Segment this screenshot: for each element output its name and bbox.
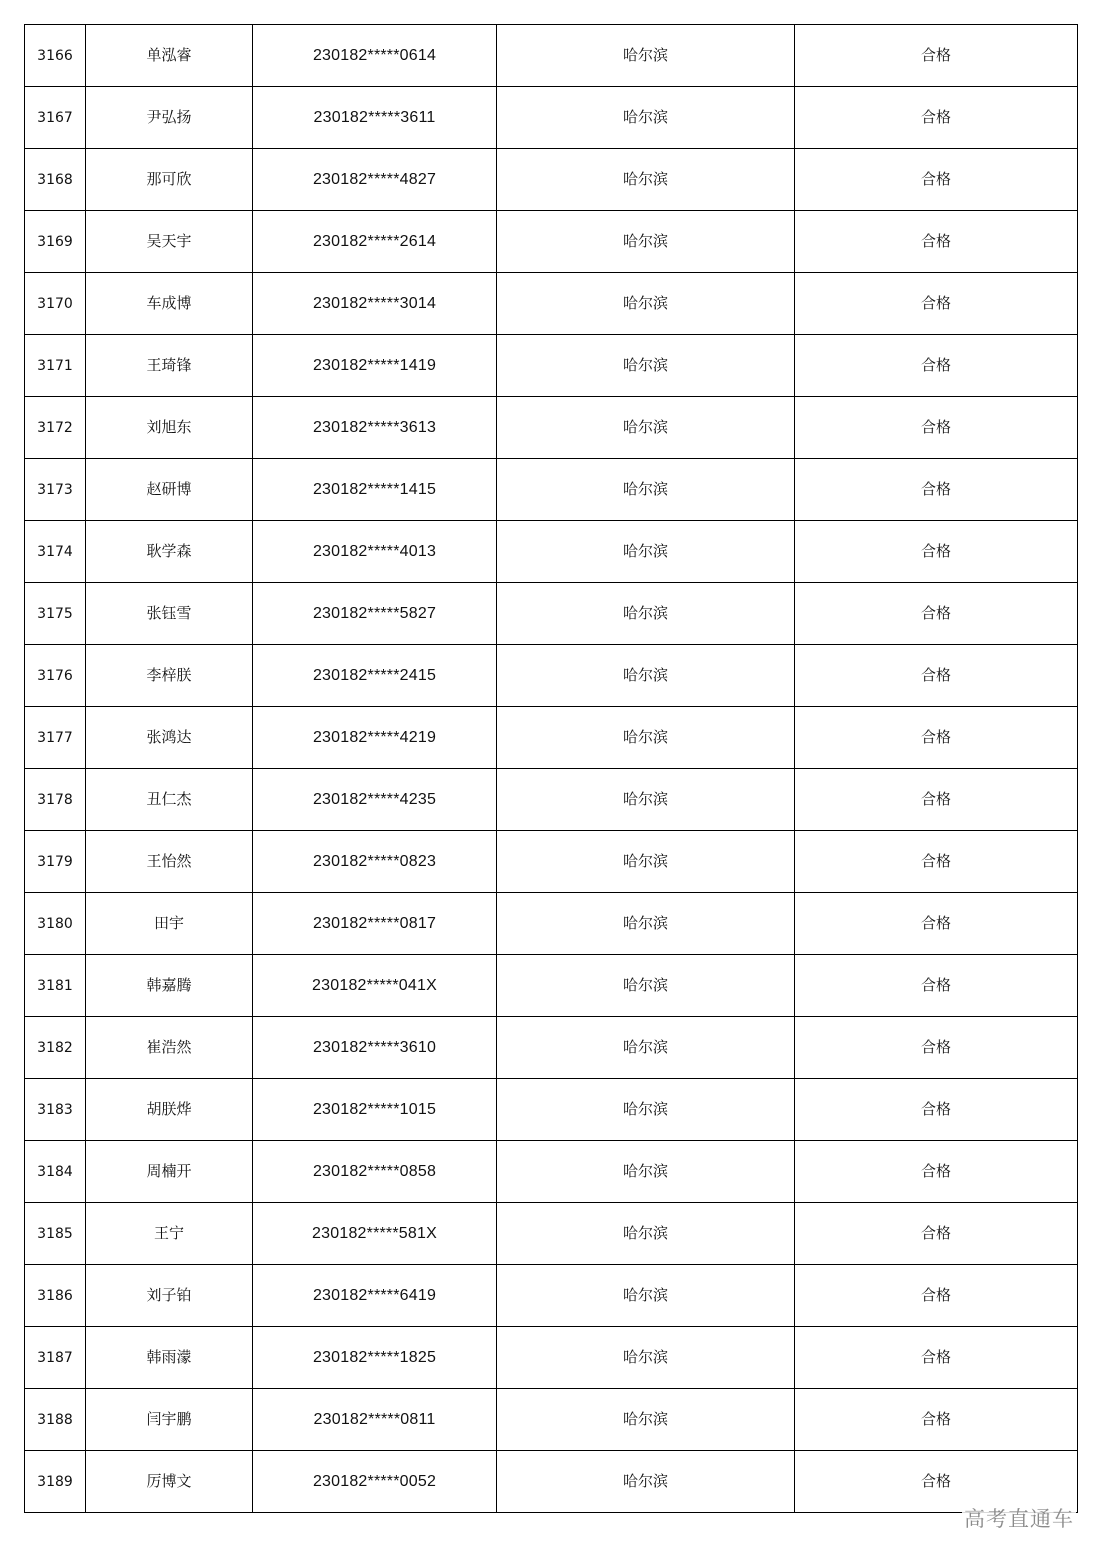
id-number-cell: 230182*****1825: [253, 1327, 497, 1389]
seq-cell: 3175: [25, 583, 86, 645]
city-cell: 哈尔滨: [497, 893, 795, 955]
table-row: [25, 211, 1078, 273]
city-cell: 哈尔滨: [497, 1451, 795, 1513]
seq-cell: 3170: [25, 273, 86, 335]
id-number-cell: 230182*****581X: [253, 1203, 497, 1265]
id-number-cell: 230182*****3014: [253, 273, 497, 335]
city-cell: 哈尔滨: [497, 1017, 795, 1079]
result-cell: 合格: [795, 87, 1078, 149]
result-cell: 合格: [795, 1327, 1078, 1389]
name-cell: 闫宇鹏: [86, 1389, 253, 1451]
table-row: [25, 1265, 1078, 1327]
name-cell: 刘子铂: [86, 1265, 253, 1327]
seq-cell: 3173: [25, 459, 86, 521]
seq-cell: 3169: [25, 211, 86, 273]
seq-cell: 3189: [25, 1451, 86, 1513]
id-number-cell: 230182*****3613: [253, 397, 497, 459]
id-number-cell: 230182*****2614: [253, 211, 497, 273]
roster-body: [25, 25, 1078, 1513]
id-number-cell: 230182*****5827: [253, 583, 497, 645]
name-cell: 王怡然: [86, 831, 253, 893]
seq-cell: 3179: [25, 831, 86, 893]
name-cell: 田宇: [86, 893, 253, 955]
name-cell: 张鸿达: [86, 707, 253, 769]
name-cell: 耿学森: [86, 521, 253, 583]
id-number-cell: 230182*****6419: [253, 1265, 497, 1327]
name-cell: 韩嘉腾: [86, 955, 253, 1017]
city-cell: 哈尔滨: [497, 1079, 795, 1141]
result-cell: 合格: [795, 273, 1078, 335]
city-cell: 哈尔滨: [497, 831, 795, 893]
city-cell: 哈尔滨: [497, 645, 795, 707]
city-cell: 哈尔滨: [497, 707, 795, 769]
result-cell: 合格: [795, 335, 1078, 397]
table-row: [25, 1079, 1078, 1141]
id-number-cell: 230182*****4235: [253, 769, 497, 831]
table-row: [25, 831, 1078, 893]
result-cell: 合格: [795, 1079, 1078, 1141]
city-cell: 哈尔滨: [497, 459, 795, 521]
table-row: [25, 1203, 1078, 1265]
name-cell: 韩雨濛: [86, 1327, 253, 1389]
result-cell: 合格: [795, 25, 1078, 87]
result-cell: 合格: [795, 707, 1078, 769]
watermark: 高考直通车: [962, 1503, 1076, 1533]
name-cell: 王宁: [86, 1203, 253, 1265]
seq-cell: 3168: [25, 149, 86, 211]
id-number-cell: 230182*****0817: [253, 893, 497, 955]
name-cell: 李梓朕: [86, 645, 253, 707]
roster-table: [24, 24, 1078, 1513]
result-cell: 合格: [795, 1141, 1078, 1203]
seq-cell: 3174: [25, 521, 86, 583]
table-row: [25, 397, 1078, 459]
city-cell: 哈尔滨: [497, 1389, 795, 1451]
table-row: [25, 1327, 1078, 1389]
id-number-cell: 230182*****1415: [253, 459, 497, 521]
seq-cell: 3186: [25, 1265, 86, 1327]
result-cell: 合格: [795, 1203, 1078, 1265]
name-cell: 那可欣: [86, 149, 253, 211]
id-number-cell: 230182*****0614: [253, 25, 497, 87]
city-cell: 哈尔滨: [497, 149, 795, 211]
table-row: [25, 459, 1078, 521]
city-cell: 哈尔滨: [497, 955, 795, 1017]
table-row: [25, 893, 1078, 955]
id-number-cell: 230182*****0823: [253, 831, 497, 893]
table-row: [25, 521, 1078, 583]
name-cell: 赵研博: [86, 459, 253, 521]
city-cell: 哈尔滨: [497, 335, 795, 397]
id-number-cell: 230182*****4827: [253, 149, 497, 211]
result-cell: 合格: [795, 1451, 1078, 1513]
city-cell: 哈尔滨: [497, 1327, 795, 1389]
name-cell: 厉博文: [86, 1451, 253, 1513]
result-cell: 合格: [795, 769, 1078, 831]
result-cell: 合格: [795, 459, 1078, 521]
result-cell: 合格: [795, 583, 1078, 645]
result-cell: 合格: [795, 1017, 1078, 1079]
id-number-cell: 230182*****0052: [253, 1451, 497, 1513]
id-number-cell: 230182*****1419: [253, 335, 497, 397]
name-cell: 吴天宇: [86, 211, 253, 273]
name-cell: 丑仁杰: [86, 769, 253, 831]
name-cell: 崔浩然: [86, 1017, 253, 1079]
table-row: [25, 87, 1078, 149]
seq-cell: 3188: [25, 1389, 86, 1451]
city-cell: 哈尔滨: [497, 397, 795, 459]
city-cell: 哈尔滨: [497, 1265, 795, 1327]
table-row: [25, 583, 1078, 645]
table-row: [25, 273, 1078, 335]
id-number-cell: 230182*****3611: [253, 87, 497, 149]
name-cell: 王琦锋: [86, 335, 253, 397]
result-cell: 合格: [795, 893, 1078, 955]
name-cell: 张钰雪: [86, 583, 253, 645]
name-cell: 单泓睿: [86, 25, 253, 87]
id-number-cell: 230182*****0811: [253, 1389, 497, 1451]
result-cell: 合格: [795, 397, 1078, 459]
table-row: [25, 149, 1078, 211]
table-row: [25, 1451, 1078, 1513]
name-cell: 尹弘扬: [86, 87, 253, 149]
id-number-cell: 230182*****3610: [253, 1017, 497, 1079]
seq-cell: 3171: [25, 335, 86, 397]
id-number-cell: 230182*****041X: [253, 955, 497, 1017]
table-row: [25, 335, 1078, 397]
table-row: [25, 1389, 1078, 1451]
seq-cell: 3180: [25, 893, 86, 955]
seq-cell: 3167: [25, 87, 86, 149]
city-cell: 哈尔滨: [497, 1141, 795, 1203]
seq-cell: 3183: [25, 1079, 86, 1141]
city-cell: 哈尔滨: [497, 769, 795, 831]
table-row: [25, 25, 1078, 87]
name-cell: 周楠开: [86, 1141, 253, 1203]
result-cell: 合格: [795, 1265, 1078, 1327]
id-number-cell: 230182*****4013: [253, 521, 497, 583]
result-cell: 合格: [795, 831, 1078, 893]
table-row: [25, 645, 1078, 707]
table-row: [25, 955, 1078, 1017]
result-cell: 合格: [795, 645, 1078, 707]
id-number-cell: 230182*****4219: [253, 707, 497, 769]
seq-cell: 3182: [25, 1017, 86, 1079]
city-cell: 哈尔滨: [497, 583, 795, 645]
id-number-cell: 230182*****2415: [253, 645, 497, 707]
name-cell: 刘旭东: [86, 397, 253, 459]
city-cell: 哈尔滨: [497, 87, 795, 149]
result-cell: 合格: [795, 521, 1078, 583]
result-cell: 合格: [795, 211, 1078, 273]
seq-cell: 3178: [25, 769, 86, 831]
id-number-cell: 230182*****0858: [253, 1141, 497, 1203]
seq-cell: 3184: [25, 1141, 86, 1203]
result-cell: 合格: [795, 149, 1078, 211]
city-cell: 哈尔滨: [497, 25, 795, 87]
result-cell: 合格: [795, 1389, 1078, 1451]
name-cell: 车成博: [86, 273, 253, 335]
table-row: [25, 1141, 1078, 1203]
seq-cell: 3172: [25, 397, 86, 459]
seq-cell: 3181: [25, 955, 86, 1017]
id-number-cell: 230182*****1015: [253, 1079, 497, 1141]
name-cell: 胡朕烨: [86, 1079, 253, 1141]
seq-cell: 3166: [25, 25, 86, 87]
seq-cell: 3187: [25, 1327, 86, 1389]
table-row: [25, 707, 1078, 769]
city-cell: 哈尔滨: [497, 521, 795, 583]
seq-cell: 3176: [25, 645, 86, 707]
city-cell: 哈尔滨: [497, 273, 795, 335]
table-row: [25, 769, 1078, 831]
seq-cell: 3177: [25, 707, 86, 769]
city-cell: 哈尔滨: [497, 1203, 795, 1265]
seq-cell: 3185: [25, 1203, 86, 1265]
table-row: [25, 1017, 1078, 1079]
result-cell: 合格: [795, 955, 1078, 1017]
city-cell: 哈尔滨: [497, 211, 795, 273]
